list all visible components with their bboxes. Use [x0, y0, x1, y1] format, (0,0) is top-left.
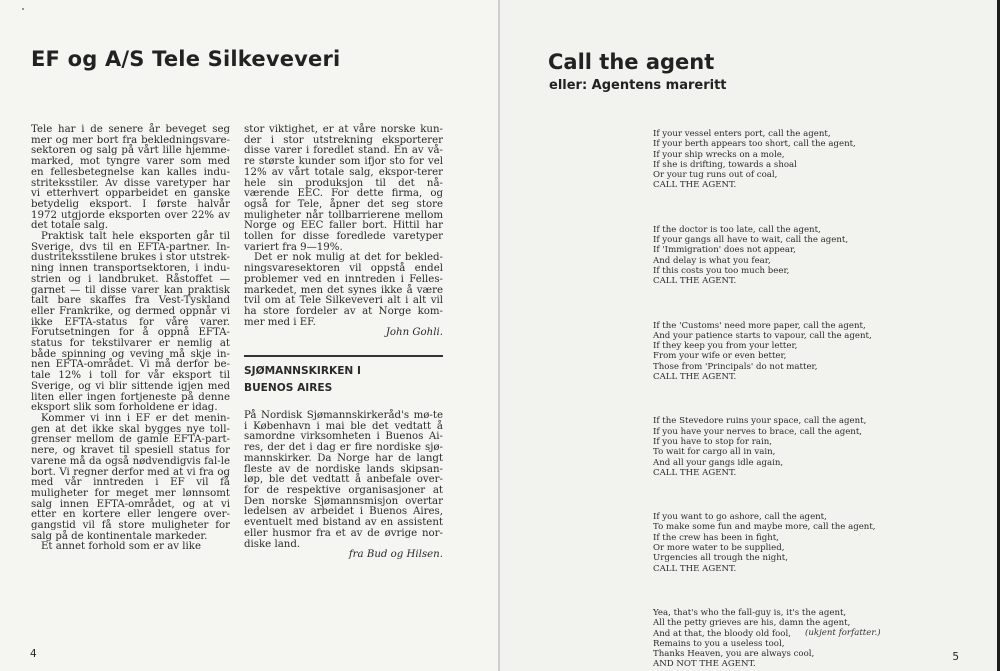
poem-line: If your berth appears too short, call the agent, — [653, 139, 856, 150]
poem-stanza — [653, 416, 953, 478]
article-paragraph: Kommer vi inn i EF er det menin-gen at det ikke skal bygges nye toll-grenser mellom de gamle EFTA-part-nere, og kravet til spesiell status for varene må da også nødvendigvis fal-le bort. Vi regner derfor med at vi fra og med vår inntreden i EF vil få muligheter for meget mer lønnsomt salg innen EFTA-området, og at vi etter en kortere eller lengere over-gangstid vil få store muligheter for salg på de kontinentale markeder. — [31, 412, 230, 542]
poem-line: If the 'Customs' need more paper, call the agent, — [653, 320, 866, 331]
poem-line: To wait for cargo all in vain, — [653, 447, 776, 458]
section-heading — [244, 363, 443, 397]
poem-line: Yea, that's who the fall-guy is, it's the agent, — [653, 607, 847, 618]
poem-line: CALL THE AGENT. — [653, 180, 737, 191]
left-page — [0, 0, 498, 671]
poem-stanza — [653, 512, 953, 574]
poem-line: Those from 'Principals' do not matter, — [653, 361, 818, 372]
stanza-gap — [653, 478, 953, 512]
poem-line: CALL THE AGENT. — [653, 563, 737, 574]
stanza-gap — [653, 287, 953, 321]
poem-line: If your vessel enters port, call the agent, — [653, 129, 831, 139]
article-column-1 — [31, 125, 230, 553]
article-paragraph: stor viktighet, er at våre norske kun-der i stor utstrekning eksporterer disse varer i foredlet stand. En av vå-re største kunder som ifjor sto for vel 12% av vårt totale salg, ekspor-terer hele sin produksjon til det nå-værende EEC. For dette firma, og også for Tele, åpner det seg store muligheter når tollbarrierene mellom Norge og EEC faller bort. Hittil har tollen for disse foredlede varetyper variert fra 9—19%. — [244, 124, 443, 253]
poem-line: Or more water to be supplied, — [653, 543, 785, 554]
poem-line: AND NOT THE AGENT. — [653, 659, 756, 670]
poem-line: And your patience starts to vapour, call the agent, — [653, 330, 872, 341]
poem-line: If 'Immigration' does not appear, — [653, 245, 796, 256]
poem-line: CALL THE AGENT. — [653, 467, 737, 478]
poem-line: If the Stevedore ruins your space, call the agent, — [653, 416, 867, 427]
poem-line: If the doctor is too late, call the agent, — [653, 224, 821, 235]
poem-line: If this costs you too much beer, — [653, 265, 790, 276]
poem-line: And all your gangs idle again, — [653, 457, 784, 468]
article-column-2 — [244, 125, 443, 561]
section-heading-line-1: SJØMANNSKIRKEN I — [244, 365, 361, 378]
poem-line: If the crew has been in fight, — [653, 532, 779, 543]
poem — [653, 129, 953, 670]
poem-stanza — [653, 129, 953, 191]
stanza-gap — [653, 382, 953, 416]
article-paragraph: Praktisk talt hele eksporten går til Sverige, dvs til en EFTA-partner. In-dustriteksstilene brukes i stor utstrek-ning innen transportsektoren, i indu-strien og i landbruket. Råstoffet — garnet — til disse varer kan praktisk talt bare skaffes fra Vest-Tyskland eller Frankrike, og dermed oppnår vi ikke EFTA-status for våre varer. Forutsetningen for å oppnå EFTA-status for tekstilvarer er nemlig at både spinning og veving må skje in-nen EFTA-området. Vi må derfor be-tale 12% i toll for vår eksport til Sverige, og vi blir sittende igjen med liten eller ingen fortjeneste på denne eksport slik som forholdene er idag. — [31, 231, 230, 414]
poem-line: Urgencies all trough the night, — [653, 553, 788, 564]
article-title: EF og A/S Tele Silkeveveri — [31, 47, 341, 71]
article-paragraph: Det er nok mulig at det for bekled-ningsvaresektoren vil oppstå endel problemer ved en inntreden i Felles-markedet, men det synes ikke å være tvil om at Tele Silkeveveri alt i alt vil ha store fordeler av at Norge kom-mer med i EF. — [244, 252, 443, 328]
poem-author: (ukjent forfatter.) — [805, 628, 881, 638]
poem-subtitle: eller: Agentens mareritt — [549, 78, 727, 93]
poem-stanza — [653, 321, 953, 383]
section-heading-line-2: BUENOS AIRES — [244, 382, 333, 395]
poem-line: And at that, the bloody old fool, — [653, 628, 791, 639]
poem-line: If she is drifting, towards a shoal — [653, 159, 797, 170]
poem-stanza — [653, 225, 953, 287]
article-paragraph: Et annet forhold som er av like — [41, 541, 201, 553]
poem-line: If you have your nerves to brace, call the agent, — [653, 426, 863, 437]
page-number-left: 4 — [30, 648, 37, 660]
article-paragraph: Tele har i de senere år beveget seg mer og mer bort fra bekledningsvare-sektoren og salg på vårt lille hjemme-marked, mot tyngre varer som med en fellesbetegnelse kan kalles indu-striteksstiler. Av disse varetyper har vi etterhvert opparbeidet en ganske betydelig eksport. I første halvår 1972 utgjorde eksporten over 22% av det totale salg. — [31, 124, 230, 232]
poem-line: If your ship wrecks on a mole, — [653, 149, 785, 160]
poem-line: And delay is what you fear, — [653, 255, 771, 266]
article-author: John Gohli. — [385, 327, 443, 339]
poem-title: Call the agent — [548, 50, 715, 74]
poem-line: CALL THE AGENT. — [653, 276, 737, 287]
section-source: fra Bud og Hilsen. — [348, 549, 443, 561]
poem-line: Remains to you a useless tool, — [653, 638, 785, 649]
section-paragraph: På Nordisk Sjømannskirkeråd's mø-te i København i mai ble det vedtatt å samordne virksomheten i Buenos Ai-res, der det i dag er fire nordiske sjø-mannskirker. Da Norge har de langt fleste av de nordiske lands skipsan-løp, ble det vedtatt å anbefale over-for de respektive organisasjoner at Den norske Sjømannsmisjon overtar ledelsen av arbeidet i Buenos Aires, eventuelt med bistand av en assistent eller husmor fra et av de øvrige nor-diske land. — [244, 410, 443, 550]
page-number-right: 5 — [952, 651, 959, 663]
section-divider — [244, 355, 443, 357]
poem-line: All the petty grieves are his, damn the agent, — [653, 618, 851, 629]
poem-line: If you want to go ashore, call the agent, — [653, 512, 827, 523]
poem-line: Or your tug runs out of coal, — [653, 170, 778, 181]
scan-speck — [22, 8, 24, 10]
poem-line: If they keep you from your letter, — [653, 341, 798, 352]
poem-line: If your gangs all have to wait, call the agent, — [653, 235, 849, 246]
poem-line: If you have to stop for rain, — [653, 436, 773, 447]
stanza-gap — [653, 574, 953, 608]
right-page — [500, 0, 1000, 671]
poem-line: CALL THE AGENT. — [653, 372, 737, 383]
poem-line: From your wife or even better, — [653, 351, 787, 362]
stanza-gap — [653, 191, 953, 225]
poem-line: To make some fun and maybe more, call the agent, — [653, 522, 876, 533]
poem-stanza — [653, 608, 953, 670]
poem-line: Thanks Heaven, you are always cool, — [653, 649, 815, 660]
